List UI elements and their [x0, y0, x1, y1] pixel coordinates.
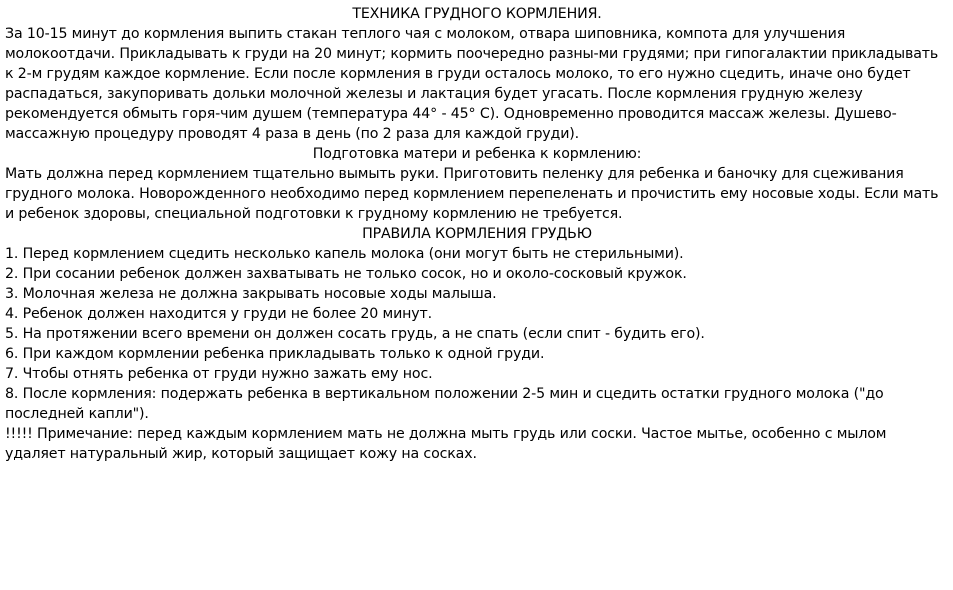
intro-paragraph: За 10-15 минут до кормления выпить стакан теплого чая с молоком, отвара шиповника, компота для улучшения молокоотдачи. Прикладывать к груди на 20 минут; кормить поочередно разны-ми грудями; при гипогалактии прикладывать к 2-м грудям каждое кормление. Если после кормления в груди осталось молоко, то его нужно сцедить, иначе оно будет распадаться, закупоривать дольки молочной железы и лактация будет угасать. После кормления грудную железу рекомендуется обмыть горя-чим душем (температура 44° - 45° С). Одновременно проводится массаж железы. Душево-массажную процедуру проводят 4 раза в день (по 2 раза для каждой груди). [5, 26, 939, 142]
rules-list [5, 244, 949, 424]
note-paragraph: !!!!! Примечание: перед каждым кормлением мать не должна мыть грудь или соски. Частое мытье, особенно с мылом удаляет натуральный жир, который защищает кожу на сосках. [5, 426, 887, 462]
rule-item: 7. Чтобы отнять ребенка от груди нужно зажать ему нос. [5, 366, 433, 382]
rule-item: 1. Перед кормлением сцедить несколько капель молока (они могут быть не стерильными). [5, 246, 684, 262]
rules-heading: ПРАВИЛА КОРМЛЕНИЯ ГРУДЬЮ [362, 226, 592, 242]
rule-item: 4. Ребенок должен находится у груди не более 20 минут. [5, 306, 432, 322]
rule-item: 2. При сосании ребенок должен захватывать не только сосок, но и около-сосковый кружок. [5, 266, 687, 282]
rule-item: 3. Молочная железа не должна закрывать носовые ходы малыша. [5, 286, 497, 302]
rule-item: 5. На протяжении всего времени он должен сосать грудь, а не спать (если спит - будить его). [5, 326, 705, 342]
rule-item: 8. После кормления: подержать ребенка в вертикальном положении 2-5 мин и сцедить остатки грудного молока ("до последней капли"). [5, 386, 884, 422]
document-title: ТЕХНИКА ГРУДНОГО КОРМЛЕНИЯ. [352, 6, 602, 22]
document [5, 4, 949, 464]
preparation-paragraph: Мать должна перед кормлением тщательно вымыть руки. Приготовить пеленку для ребенка и баночку для сцеживания грудного молока. Новорожденного необходимо перед кормлением перепеленать и прочистить ему носовые ходы. Если мать и ребенок здоровы, специальной подготовки к грудному кормлению не требуется. [5, 166, 939, 222]
preparation-heading: Подготовка матери и ребенка к кормлению: [312, 146, 642, 162]
rule-item: 6. При каждом кормлении ребенка прикладывать только к одной груди. [5, 346, 545, 362]
